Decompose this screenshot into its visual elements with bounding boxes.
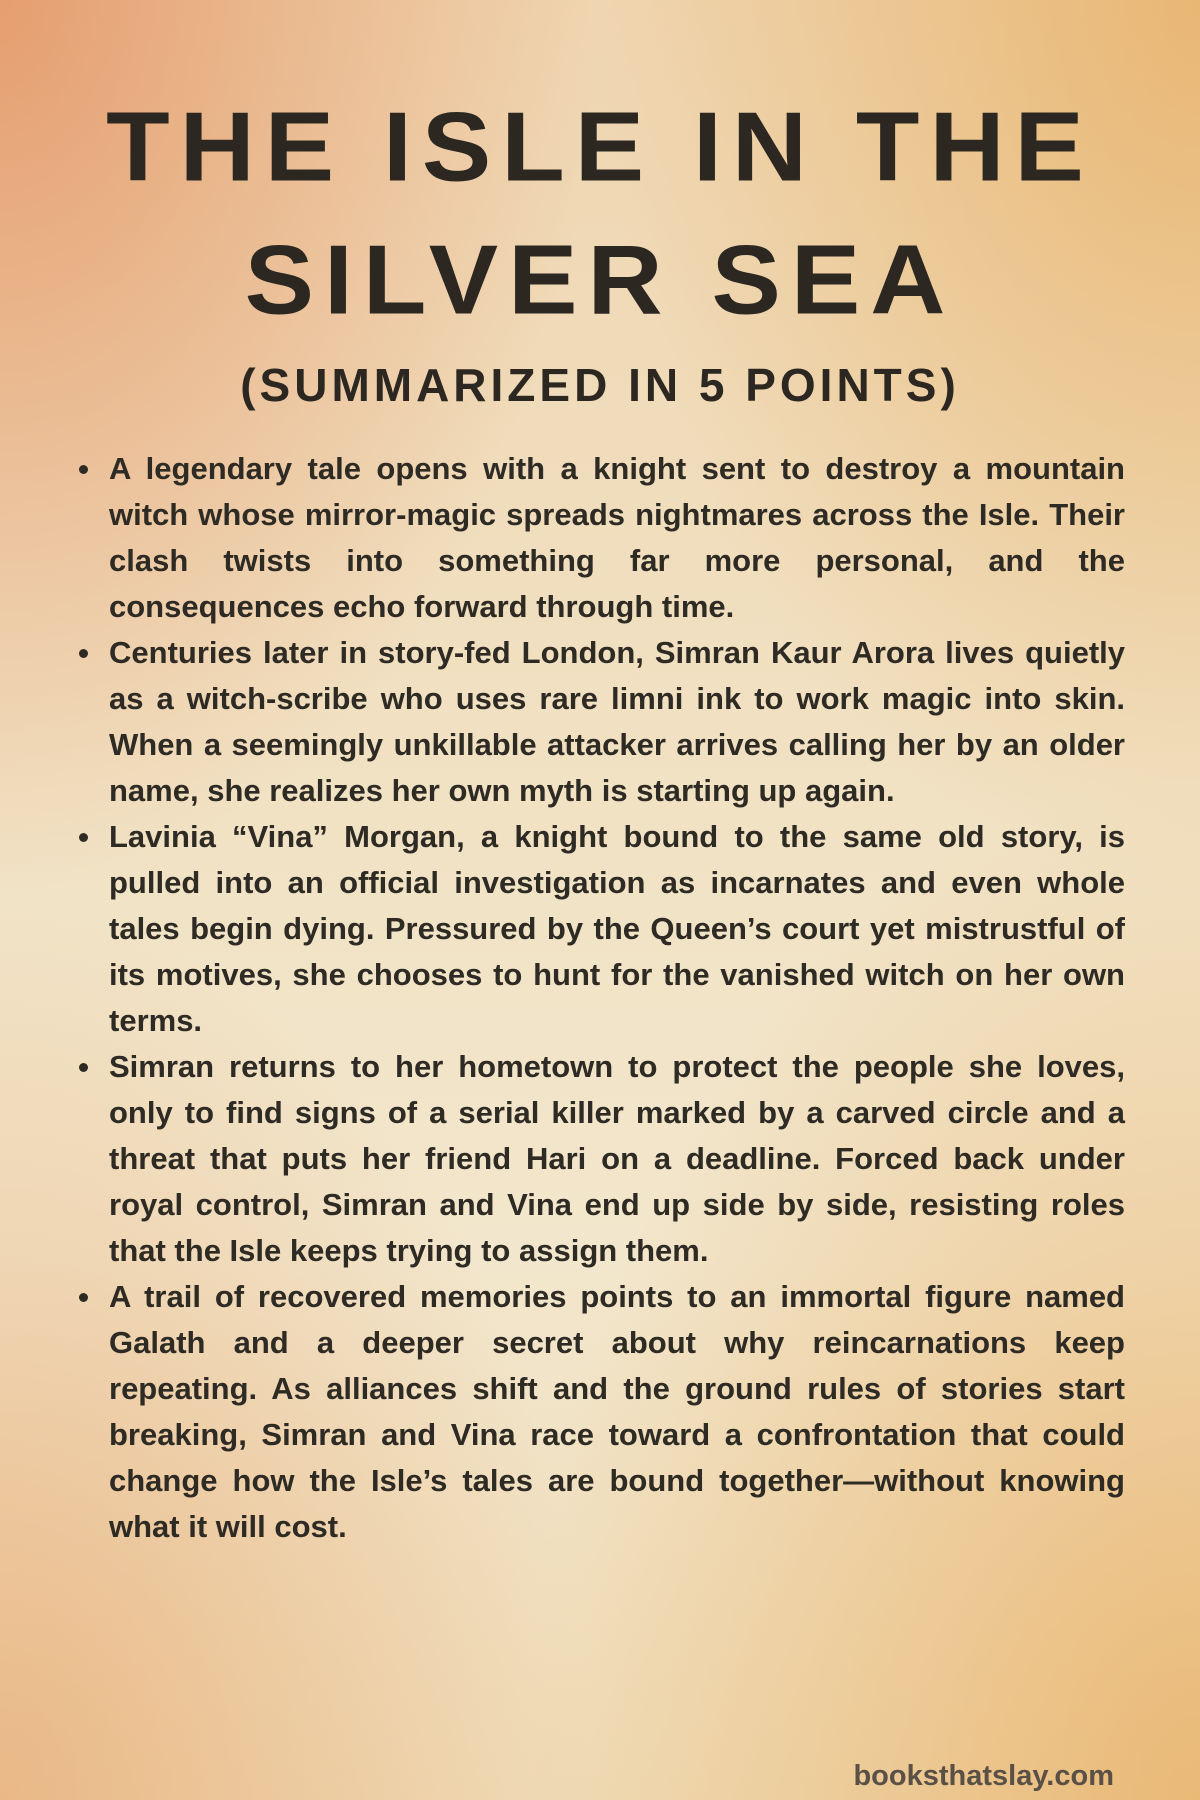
bullet-icon	[79, 833, 88, 842]
point-text: Centuries later in story-fed London, Simran Kaur Arora lives quietly as a witch-scribe who uses rare limni ink to work magic into skin. When a seemingly unkillable attacker arrives calling her by an older name, she realizes her own myth is starting up again.	[109, 635, 1125, 808]
bullet-icon	[79, 465, 88, 474]
subtitle: (SUMMARIZED IN 5 POINTS)	[240, 359, 960, 411]
list-item	[109, 1274, 1125, 1550]
website-credit: booksthatslay.com	[853, 1760, 1114, 1792]
title-line-1: THE ISLE IN THE	[106, 91, 1094, 203]
point-text: Simran returns to her hometown to protect the people she loves, only to find signs of a serial killer marked by a carved circle and a threat that puts her friend Hari on a deadline. Forced back under royal control, Simran and Vina end up side by side, resisting roles that the Isle keeps trying to assign them.	[109, 1049, 1125, 1268]
list-item	[109, 814, 1125, 1044]
title-line-2: SILVER SEA	[244, 224, 956, 336]
point-text: A legendary tale opens with a knight sent to destroy a mountain witch whose mirror-magic spreads nightmares across the Isle. Their clash twists into something far more personal, and the consequences echo forward through time.	[109, 451, 1125, 624]
point-text: A trail of recovered memories points to an immortal figure named Galath and a deeper secret about why reincarnations keep repeating. As alliances shift and the ground rules of stories start breaking, Simran and Vina race toward a confrontation that could change how the Isle’s tales are bound together—without knowing what it will cost.	[109, 1279, 1125, 1544]
list-item	[109, 446, 1125, 630]
list-item	[109, 630, 1125, 814]
bullet-icon	[79, 1293, 88, 1302]
list-item	[109, 1044, 1125, 1274]
bullet-icon	[79, 649, 88, 658]
point-text: Lavinia “Vina” Morgan, a knight bound to the same old story, is pulled into an official investigation as incarnates and even whole tales begin dying. Pressured by the Queen’s court yet mistrustful of its motives, she chooses to hunt for the vanished witch on her own terms.	[109, 819, 1125, 1038]
bullet-icon	[79, 1063, 88, 1072]
summary-list	[109, 446, 1125, 1550]
